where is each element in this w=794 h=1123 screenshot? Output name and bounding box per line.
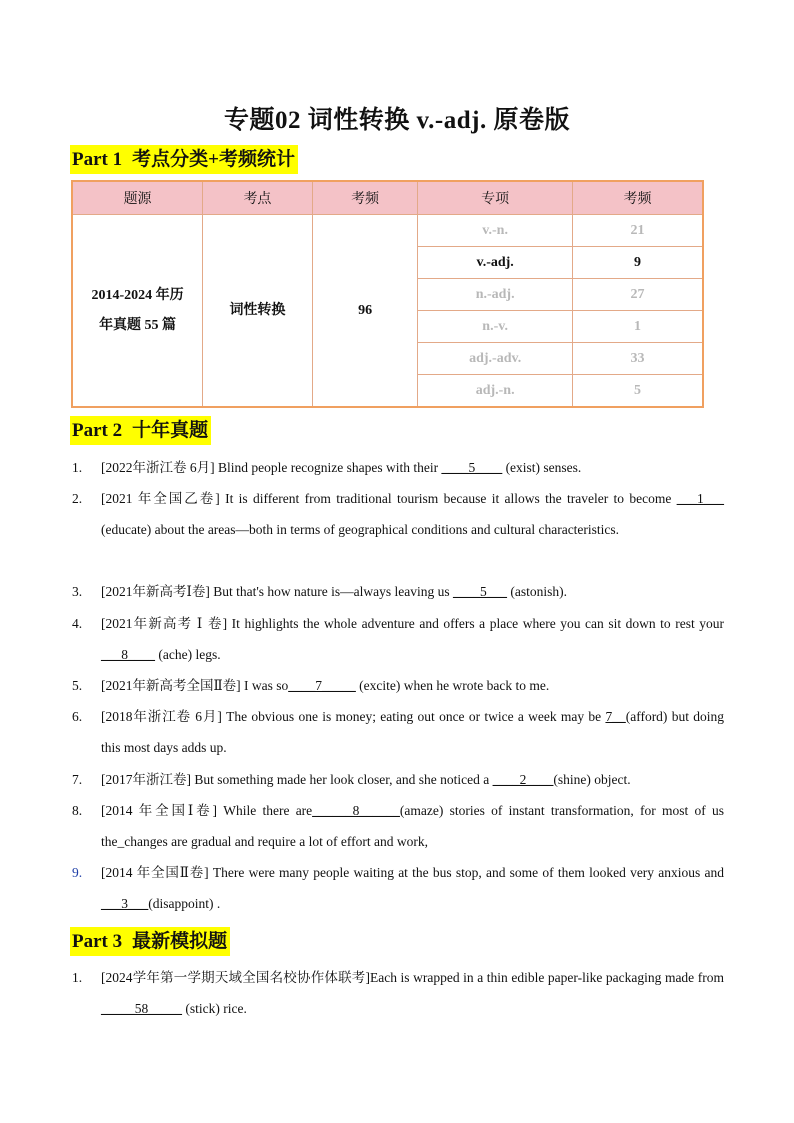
total-cell: 96 xyxy=(312,215,418,408)
question-number: 4. xyxy=(72,616,83,631)
question-text: But that's how nature is—always leaving us xyxy=(209,584,453,599)
question-number: 1. xyxy=(72,460,83,475)
question-text: There were many people waiting at the bus stop, and some of them looked very anxious and xyxy=(208,865,724,880)
question-text: But something made her look closer, and she noticed a xyxy=(191,772,493,787)
question-text: It highlights the whole adventure and offers a place where you can sit down to rest your xyxy=(227,616,724,631)
question-text: (excite) when he wrote back to me. xyxy=(355,678,550,693)
freq-cell: 33 xyxy=(572,343,703,375)
question-number: 6. xyxy=(72,709,83,724)
question-item xyxy=(72,701,724,763)
question-text: (educate) about the areas—both in terms of geographical conditions and cultural characteristics. xyxy=(101,522,620,537)
freq-cell: 27 xyxy=(572,279,703,311)
header-source: 题源 xyxy=(72,181,203,215)
question-text: Blind people recognize shapes with their xyxy=(214,460,442,475)
part2-title: 十年真题 xyxy=(132,420,209,441)
question-number: 8. xyxy=(72,803,83,818)
part1-heading xyxy=(70,145,298,174)
question-source: [2021 年全国乙卷] xyxy=(101,491,220,506)
freq-cell: 9 xyxy=(572,247,703,279)
item-cell: v.-n. xyxy=(418,215,573,247)
page-title: 专题02 词性转换 v.-adj. 原卷版 xyxy=(224,107,570,134)
header-item: 专项 xyxy=(418,181,573,215)
part3-title: 最新模拟题 xyxy=(132,931,228,952)
question-text: It is different from traditional tourism because it allows the traveler to become xyxy=(219,491,677,506)
answer-blank: _____58_____ xyxy=(101,1001,182,1016)
question-text: (afford) but doing this most days adds up. xyxy=(101,709,724,755)
question-item xyxy=(72,452,724,483)
part3-number: Part 3 xyxy=(72,931,123,952)
question-item xyxy=(72,962,724,1024)
item-cell: v.-adj. xyxy=(418,247,573,279)
question-text: (stick) rice. xyxy=(182,1001,247,1016)
item-cell: n.-adj. xyxy=(418,279,573,311)
question-source: [2014 年全国Ⅰ卷] xyxy=(101,803,217,818)
question-text: The obvious one is money; eating out once or twice a week may be xyxy=(221,709,606,724)
item-cell: n.-v. xyxy=(418,311,573,343)
answer-blank: ___1___ xyxy=(676,491,724,506)
question-source: [2021年新高考Ⅰ卷] xyxy=(101,584,210,599)
answer-blank: ___8____ xyxy=(101,647,155,662)
question-item xyxy=(72,764,724,795)
answer-blank: ____5___ xyxy=(452,584,507,599)
part1-title: 考点分类+考频统计 xyxy=(132,149,295,170)
table-row xyxy=(72,215,703,247)
source-line: 2014-2024 年历 xyxy=(91,287,184,303)
question-item xyxy=(72,670,724,701)
source-line: 年真题 55 篇 xyxy=(99,317,177,333)
question-number: 9. xyxy=(72,865,83,880)
part2-heading xyxy=(70,416,211,445)
question-text: (disappoint) . xyxy=(148,896,221,911)
answer-blank: ____2____ xyxy=(492,772,554,787)
question-item xyxy=(72,608,724,670)
freq-cell: 5 xyxy=(572,375,703,408)
header-frequency: 考频 xyxy=(312,181,418,215)
question-text: (amaze) stories of instant transformation, for most of us the_changes are gradual and require a lot of effort and work, xyxy=(101,803,724,849)
answer-blank: 7__ xyxy=(605,709,626,724)
freq-cell: 1 xyxy=(572,311,703,343)
question-source: [2014 年全国Ⅱ卷] xyxy=(101,865,209,880)
point-cell: 词性转换 xyxy=(203,215,313,408)
question-text: While there are xyxy=(216,803,313,818)
question-text: Each is wrapped in a thin edible paper-like packaging made from xyxy=(369,970,724,985)
question-number: 3. xyxy=(72,584,83,599)
question-text: (shine) object. xyxy=(553,772,631,787)
question-source: [2021年新高考 Ⅰ 卷] xyxy=(101,616,228,631)
question-text: I was so xyxy=(240,678,289,693)
answer-blank: ____7_____ xyxy=(288,678,356,693)
item-cell: adj.-adv. xyxy=(418,343,573,375)
frequency-table xyxy=(71,180,704,408)
part3-heading xyxy=(70,927,230,956)
freq-cell: 21 xyxy=(572,215,703,247)
question-item xyxy=(72,483,724,545)
answer-blank: ____5____ xyxy=(441,460,503,475)
header-item-frequency: 考频 xyxy=(572,181,703,215)
question-source: [2018年浙江卷 6月] xyxy=(101,709,222,724)
question-text: (astonish). xyxy=(506,584,567,599)
table-header-row xyxy=(72,181,703,215)
question-number: 2. xyxy=(72,491,83,506)
answer-blank: ___3___ xyxy=(101,896,149,911)
question-text: (exist) senses. xyxy=(502,460,582,475)
question-text: (ache) legs. xyxy=(155,647,221,662)
question-number: 7. xyxy=(72,772,83,787)
answer-blank: ______8______ xyxy=(312,803,400,818)
question-number: 1. xyxy=(72,970,83,985)
question-item xyxy=(72,795,724,857)
question-source: [2022年浙江卷 6月] xyxy=(101,460,215,475)
question-number: 5. xyxy=(72,678,83,693)
part2-number: Part 2 xyxy=(72,420,123,441)
question-item xyxy=(72,857,724,919)
header-point: 考点 xyxy=(203,181,313,215)
part1-number: Part 1 xyxy=(72,149,123,170)
source-cell xyxy=(72,215,203,408)
question-item xyxy=(72,576,724,607)
item-cell: adj.-n. xyxy=(418,375,573,408)
question-source: [2021年新高考全国Ⅱ卷] xyxy=(101,678,241,693)
question-source: [2017年浙江卷] xyxy=(101,772,191,787)
question-source: [2024学年第一学期天域全国名校协作体联考] xyxy=(101,970,370,985)
